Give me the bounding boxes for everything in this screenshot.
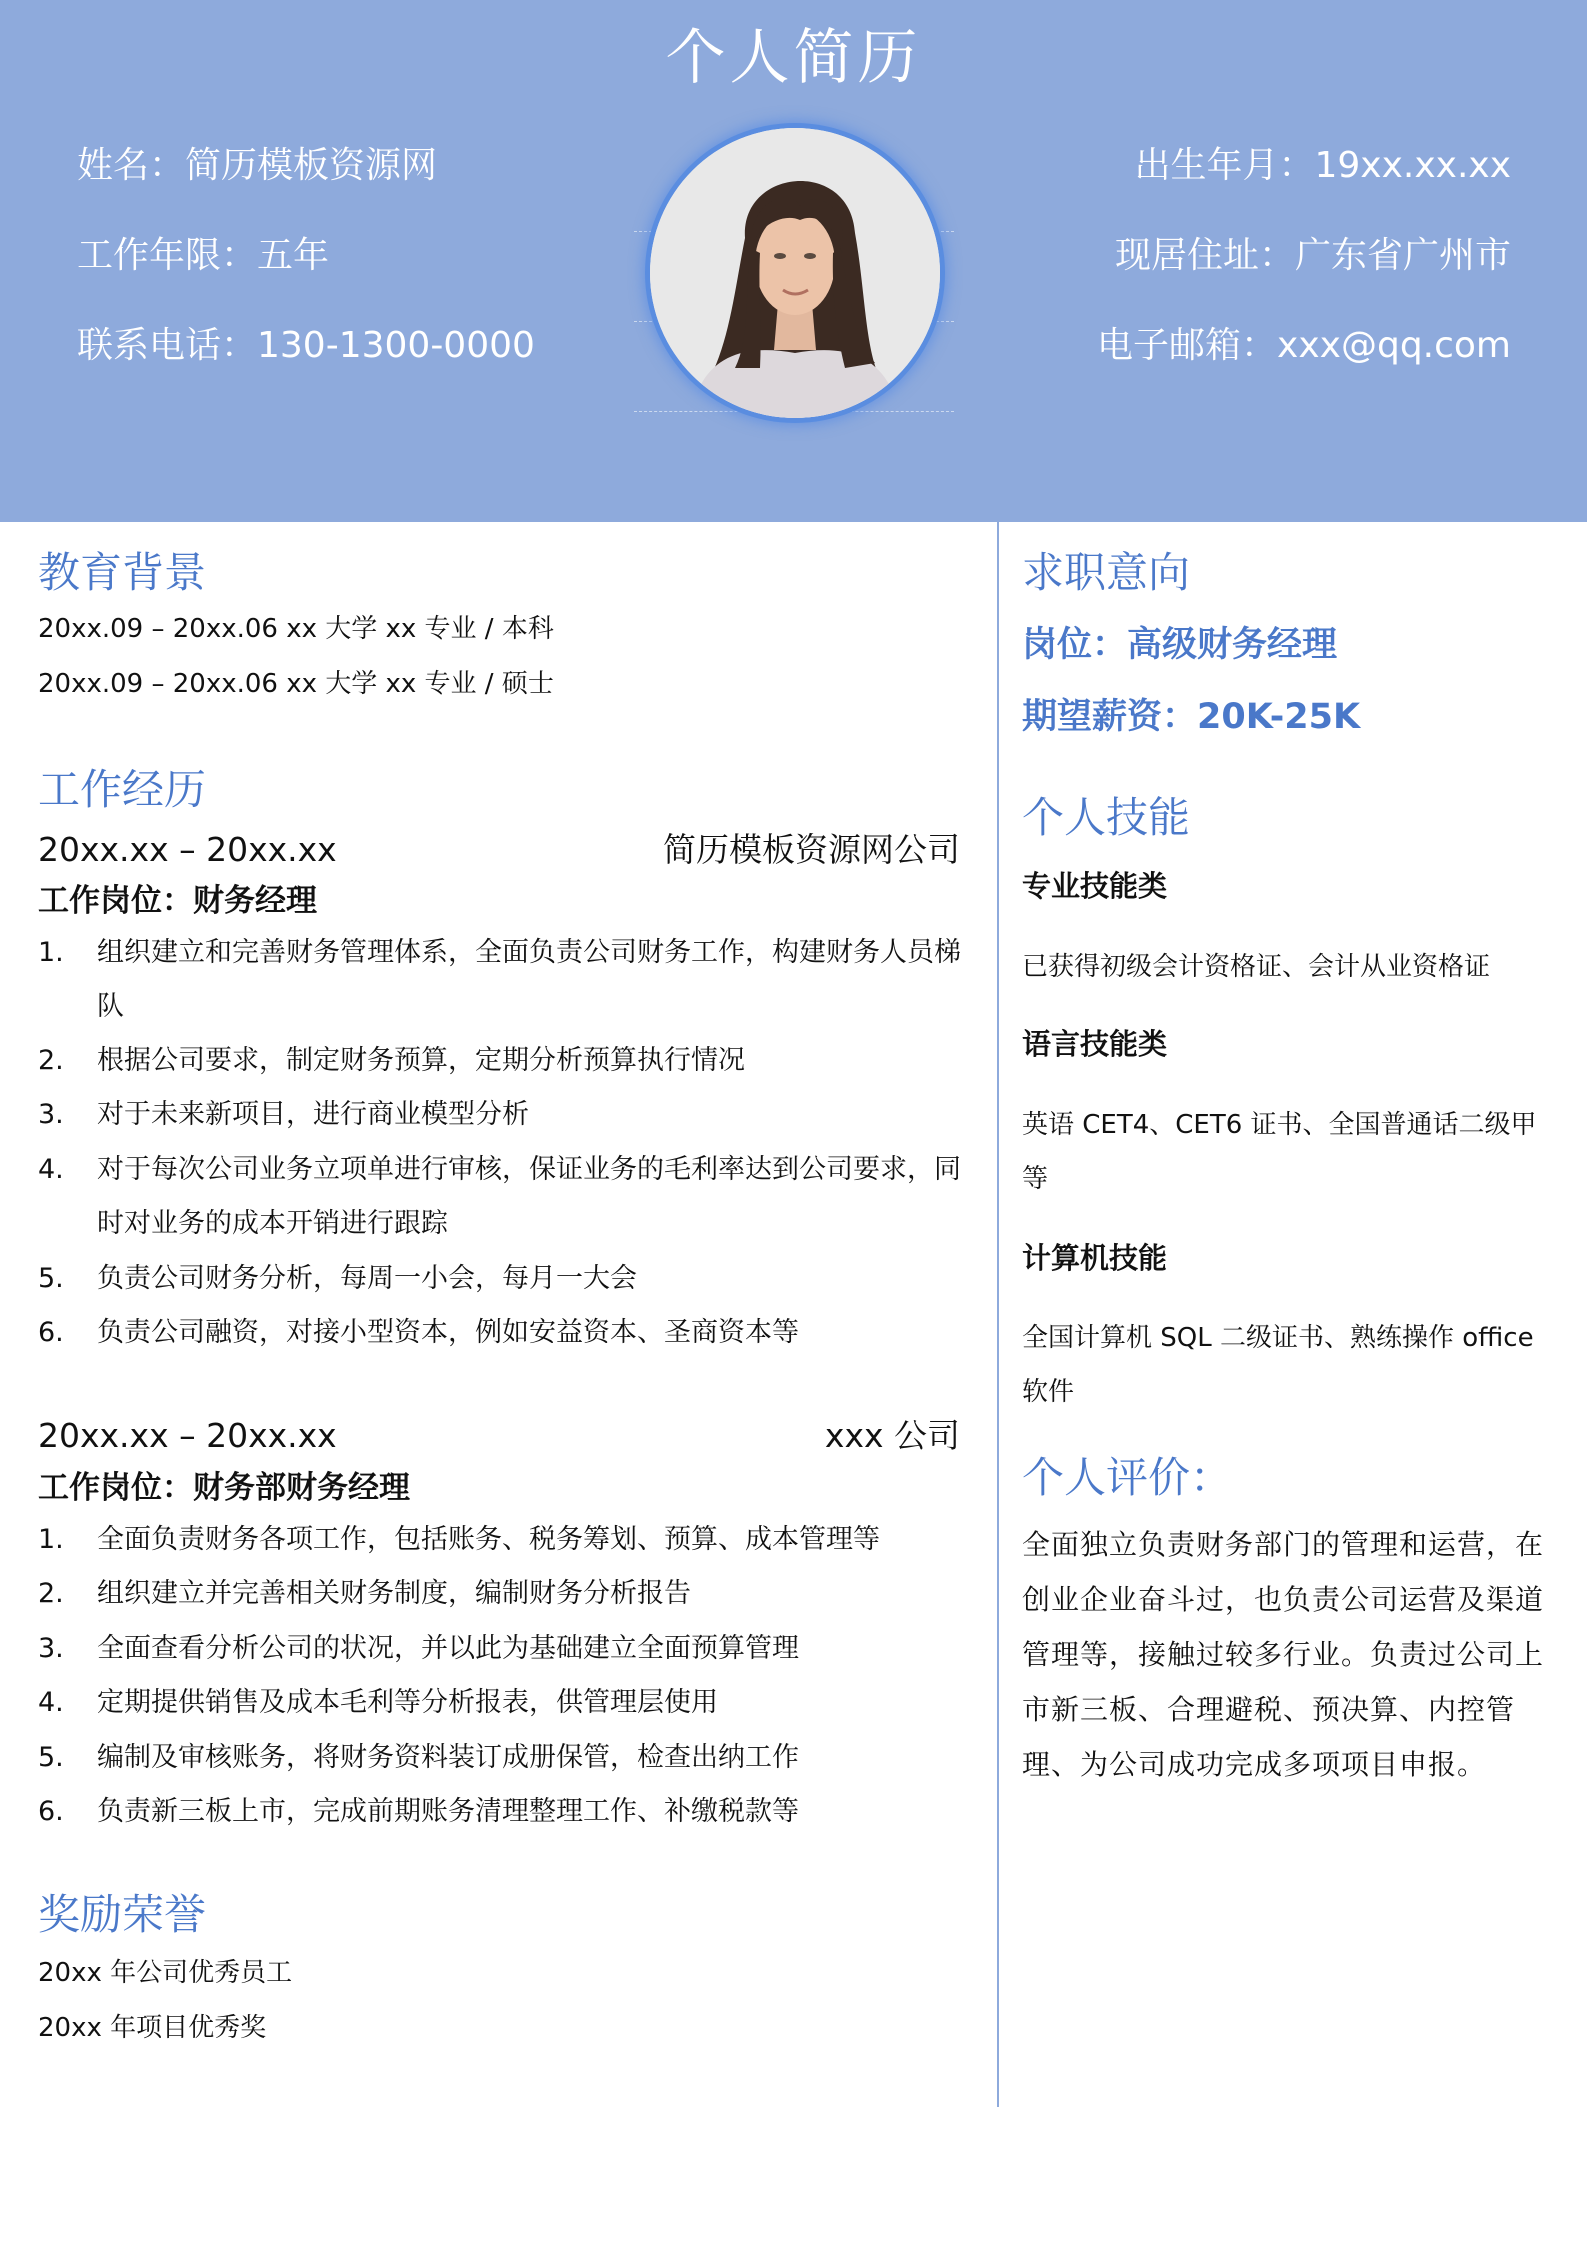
intent-salary: 期望薪资：20K-25K — [1022, 697, 1361, 737]
list-number: 4. — [38, 1154, 64, 1185]
list-text: 组织建立并完善相关财务制度，编制财务分析报告 — [97, 1578, 691, 1609]
award-item: 20xx 年项目优秀奖 — [38, 2013, 267, 2043]
job-company: 简历模板资源网公司 — [663, 830, 960, 869]
education-title: 教育背景 — [38, 548, 207, 597]
self-evaluation-title: 个人评价： — [1022, 1453, 1233, 1502]
skill-category: 专业技能类 — [1022, 869, 1168, 903]
list-number: 1. — [38, 1524, 64, 1555]
list-text: 负责公司财务分析，每周一小会，每月一大会 — [97, 1263, 637, 1294]
job-period: 20xx.xx – 20xx.xx — [38, 1416, 337, 1455]
education-item: 20xx.09 – 20xx.06 xx 大学 xx 专业 / 本科 — [38, 614, 554, 644]
list-number: 3. — [38, 1099, 64, 1130]
education-item: 20xx.09 – 20xx.06 xx 大学 xx 专业 / 硕士 — [38, 669, 554, 699]
list-number: 3. — [38, 1633, 64, 1664]
skill-text: 英语 CET4、CET6 证书、全国普通话二级甲等 — [1022, 1110, 1537, 1194]
resume-title: 个人简历 — [665, 23, 922, 93]
list-number: 5. — [38, 1263, 64, 1294]
phone-field: 联系电话：130-1300-0000 — [77, 325, 535, 366]
list-number: 1. — [38, 937, 64, 968]
job-intent-title: 求职意向 — [1022, 548, 1191, 597]
job-company: xxx 公司 — [824, 1416, 960, 1455]
list-text: 组织建立和完善财务管理体系，全面负责公司财务工作，构建财务人员梯队 — [97, 937, 961, 1022]
work-years-field: 工作年限：五年 — [77, 235, 330, 276]
resume-header — [0, 0, 1587, 522]
list-number: 2. — [38, 1578, 64, 1609]
list-number: 4. — [38, 1687, 64, 1718]
self-evaluation-text: 全面独立负责财务部门的管理和运营，在创业企业奋斗过，也负责公司运营及渠道管理等，接触过较多行业。负责过公司上市新三板、合理避税、预决算、内控管理、为公司成功完成多项项目申报。 — [1022, 1528, 1545, 1781]
list-text: 定期提供销售及成本毛利等分析报表，供管理层使用 — [97, 1687, 718, 1718]
list-number: 6. — [38, 1796, 64, 1827]
list-number: 6. — [38, 1317, 64, 1348]
skill-category: 计算机技能 — [1022, 1241, 1168, 1275]
skill-category: 语言技能类 — [1022, 1027, 1168, 1061]
list-text: 全面负责财务各项工作，包括账务、税务筹划、预算、成本管理等 — [97, 1524, 880, 1555]
person-portrait-icon — [650, 128, 940, 418]
award-item: 20xx 年公司优秀员工 — [38, 1958, 293, 1988]
job-period: 20xx.xx – 20xx.xx — [38, 830, 337, 869]
skill-text: 全国计算机 SQL 二级证书、熟练操作 office 软件 — [1022, 1323, 1534, 1407]
email-field: 电子邮箱：xxx@qq.com — [1097, 325, 1511, 366]
awards-title: 奖励荣誉 — [38, 1890, 207, 1939]
list-text: 编制及审核账务，将财务资料装订成册保管，检查出纳工作 — [97, 1742, 799, 1773]
list-text: 对于未来新项目，进行商业模型分析 — [97, 1099, 529, 1130]
column-divider — [997, 522, 999, 2107]
profile-photo — [650, 128, 940, 418]
name-field: 姓名：简历模板资源网 — [77, 145, 438, 186]
list-number: 2. — [38, 1045, 64, 1076]
list-text: 根据公司要求，制定财务预算，定期分析预算执行情况 — [97, 1045, 745, 1076]
job-role: 工作岗位：财务经理 — [38, 883, 317, 919]
skills-title: 个人技能 — [1022, 793, 1191, 842]
list-number: 5. — [38, 1742, 64, 1773]
intent-position: 岗位：高级财务经理 — [1022, 625, 1338, 665]
job-role: 工作岗位：财务部财务经理 — [38, 1470, 410, 1506]
list-text: 负责新三板上市，完成前期账务清理整理工作、补缴税款等 — [97, 1796, 799, 1827]
birth-date-field: 出生年月：19xx.xx.xx — [1134, 145, 1511, 186]
list-text: 负责公司融资，对接小型资本，例如安益资本、圣商资本等 — [97, 1317, 799, 1348]
skill-text: 已获得初级会计资格证、会计从业资格证 — [1022, 952, 1491, 982]
work-experience-title: 工作经历 — [38, 765, 207, 814]
list-text: 对于每次公司业务立项单进行审核，保证业务的毛利率达到公司要求，同时对业务的成本开销进行跟踪 — [97, 1154, 961, 1239]
address-field: 现居住址：广东省广州市 — [1114, 235, 1511, 276]
list-text: 全面查看分析公司的状况，并以此为基础建立全面预算管理 — [97, 1633, 799, 1664]
